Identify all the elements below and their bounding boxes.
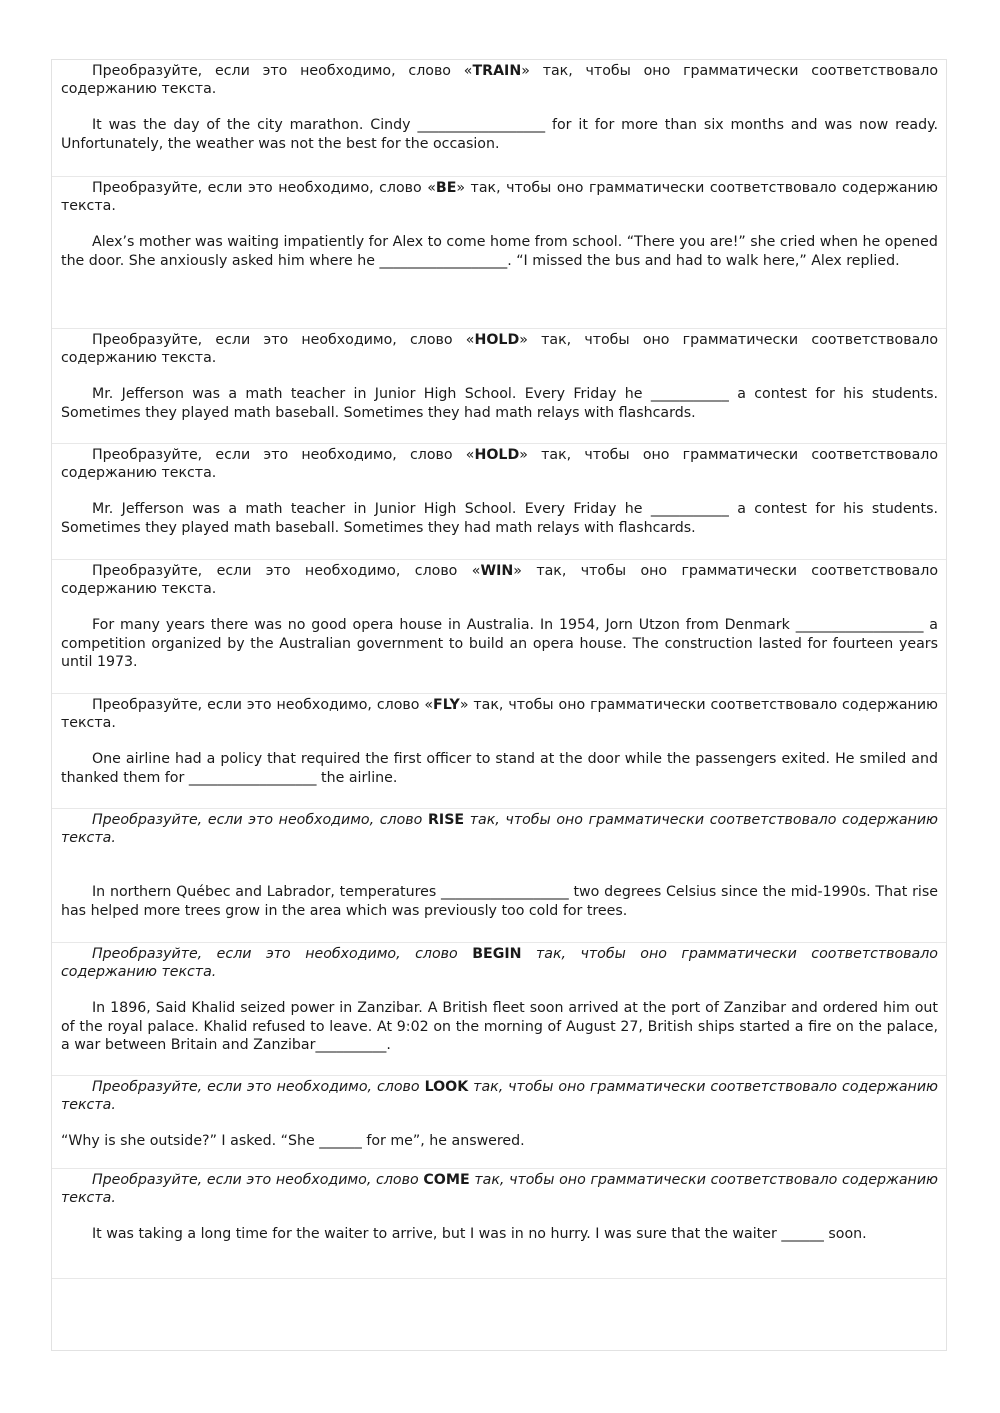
instruction: Преобразуйте, если это необходимо, слово LOOK так, чтобы оно грамматически соответствовало содержанию текста. [61, 1079, 938, 1114]
keyword: BEGIN [472, 946, 522, 962]
answer-blank[interactable]: __________ [315, 1036, 387, 1053]
answer-blank[interactable]: ______ [319, 1133, 362, 1150]
task-train [52, 60, 946, 176]
task-hold [52, 328, 946, 443]
task-win [52, 559, 946, 693]
exercise-text-continued: the door. She anxiously asked him where he __________________. “I missed the bus and had to walk here,” Alex replied. [61, 252, 900, 269]
instruction: Преобразуйте, если это необходимо, слово RISE так, чтобы оно грамматически соответствовало содержанию текста. [61, 812, 938, 847]
keyword: LOOK [424, 1079, 469, 1095]
exercise-text: It was taking a long time for the waiter to arrive, but I was in no hurry. I was sure that the waiter ______ soon. [92, 1226, 867, 1243]
exercise-text: “Why is she outside?” I asked. “She ______ for me”, he answered. [61, 1133, 525, 1150]
answer-blank[interactable]: ______ [781, 1226, 824, 1243]
instruction: Преобразуйте, если это необходимо, слово «FLY» так, чтобы оно грамматически соответствовало содержанию текста. [61, 697, 938, 732]
answer-blank[interactable]: __________________ [188, 769, 317, 786]
exercise-text: Mr. Jefferson was a math teacher in Junior High School. Every Friday he ___________ a contest for his students. Sometimes they played math baseball. Sometimes they had math relays with flashcards. [61, 386, 938, 421]
keyword: BE [435, 180, 457, 196]
instruction: Преобразуйте, если это необходимо, слово «BE» так, чтобы оно грамматически соответствовало содержанию текста. [61, 180, 938, 215]
answer-blank[interactable]: __________________ [379, 252, 508, 269]
instruction: Преобразуйте, если это необходимо, слово «WIN» так, чтобы оно грамматически соответствовало содержанию текста. [61, 563, 938, 598]
task-look [52, 1075, 946, 1168]
exercise-text: Alex’s mother was waiting impatiently for Alex to come home from school. “There you are!” she cried when he opened [92, 234, 938, 251]
instruction: Преобразуйте, если это необходимо, слово «TRAIN» так, чтобы оно грамматически соответствовало содержанию текста. [61, 63, 938, 98]
exercise-text: For many years there was no good opera house in Australia. In 1954, Jorn Utzon from Denmark __________________ a competition organized by the Australian government to build an opera house. The construction lasted for fourteen years until 1973. [61, 617, 938, 670]
answer-blank[interactable]: __________________ [795, 617, 924, 634]
exercise-text: One airline had a policy that required the first officer to stand at the door while the passengers exited. He smiled and thanked them for __________________ the airline. [61, 751, 938, 786]
instruction: Преобразуйте, если это необходимо, слово COME так, чтобы оно грамматически соответствовало содержанию текста. [61, 1172, 938, 1207]
keyword: WIN [480, 563, 514, 579]
exercise-text: In 1896, Said Khalid seized power in Zanzibar. A British fleet soon arrived at the port of Zanzibar and ordered him out of the royal palace. Khalid refused to leave. At 9:02 on the morning of August 27, British ships started a fire on the palace, a war between Britain and Zanzibar__________. [61, 1000, 938, 1053]
answer-blank[interactable]: ___________ [650, 501, 729, 518]
instruction: Преобразуйте, если это необходимо, слово «HOLD» так, чтобы оно грамматически соответствовало содержанию текста. [61, 447, 939, 482]
instruction: Преобразуйте, если это необходимо, слово «HOLD» так, чтобы оно грамматически соответствовало содержанию текста. [61, 332, 939, 367]
instruction: Преобразуйте, если это необходимо, слово BEGIN так, чтобы оно грамматически соответствовало содержанию текста. [61, 946, 938, 981]
task-hold-repeat [52, 443, 946, 559]
keyword: COME [423, 1172, 470, 1188]
answer-blank[interactable]: ___________ [650, 386, 729, 403]
exercise-text: It was the day of the city marathon. Cindy __________________ for it for more than six months and was now ready. Unfortunately, the weather was not the best for the occasion. [61, 117, 938, 152]
keyword: HOLD [474, 447, 520, 463]
keyword: RISE [427, 812, 465, 828]
keyword: FLY [433, 697, 460, 713]
answer-blank[interactable]: __________________ [441, 884, 569, 901]
exercise-text: In northern Québec and Labrador, temperatures __________________ two degrees Celsius since the mid-1990s. That rise has helped more trees grow in the area which was previously too cold for trees. [61, 884, 938, 919]
keyword: HOLD [474, 332, 520, 348]
worksheet [51, 59, 947, 1351]
task-rise [52, 808, 946, 942]
task-come [52, 1168, 946, 1279]
task-begin [52, 942, 946, 1075]
answer-blank[interactable]: __________________ [417, 117, 546, 134]
keyword: TRAIN [472, 63, 522, 79]
exercise-text: Mr. Jefferson was a math teacher in Junior High School. Every Friday he ___________ a contest for his students. Sometimes they played math baseball. Sometimes they had math relays with flashcards. [61, 501, 938, 536]
task-fly [52, 693, 946, 808]
task-be [52, 176, 946, 328]
